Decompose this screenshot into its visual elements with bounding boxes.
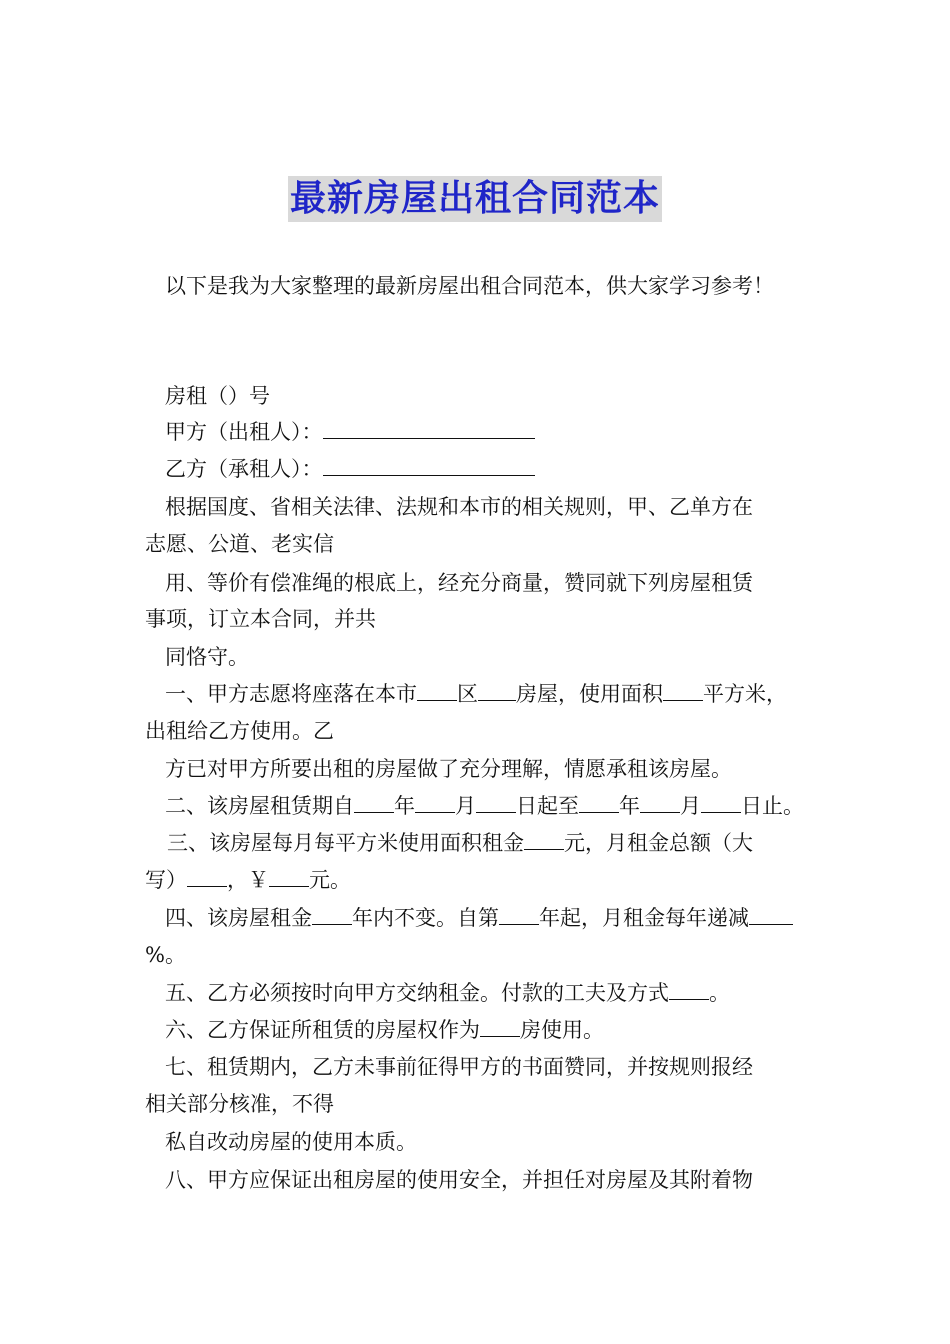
clause-3-line xyxy=(167,829,753,857)
paragraph-line: 相关部分核准，不得 xyxy=(145,1092,334,1116)
house-blank xyxy=(478,680,516,701)
clause-1-line xyxy=(165,680,787,708)
text-segment: 六、乙方保证所租赁的房屋权作为 xyxy=(165,1018,480,1042)
text-segment: 。 xyxy=(709,981,730,1005)
rent-capital-blank xyxy=(187,866,227,887)
years-unchanged-blank xyxy=(312,904,352,925)
paragraph-line: 八、甲方应保证出租房屋的使用安全，并担任对房屋及其附着物 xyxy=(165,1168,753,1192)
text-segment: 房屋，使用面积 xyxy=(516,682,663,706)
area-blank xyxy=(663,680,703,701)
start-month-blank xyxy=(415,792,455,813)
paragraph-line: 出租给乙方使用。乙 xyxy=(145,719,334,743)
usage-blank xyxy=(480,1016,520,1037)
text-segment: 写） xyxy=(145,868,187,892)
text-segment: 房使用。 xyxy=(520,1018,604,1042)
party-a-blank xyxy=(323,418,535,439)
text-segment: 五、乙方必须按时向甲方交纳租金。付款的工夫及方式 xyxy=(165,981,669,1005)
text-segment: 二、该房屋租赁期自 xyxy=(165,794,354,818)
party-b-blank xyxy=(323,455,535,476)
text-segment: 一、甲方志愿将座落在本市 xyxy=(165,682,417,706)
start-day-blank xyxy=(476,792,516,813)
clause-4-line xyxy=(165,904,793,932)
end-year-blank xyxy=(579,792,619,813)
text-segment: 四、该房屋租金 xyxy=(165,906,312,930)
paragraph-line: 同恪守。 xyxy=(165,645,249,669)
end-day-blank xyxy=(701,792,741,813)
paragraph-line: 方已对甲方所要出租的房屋做了充分理解，情愿承租该房屋。 xyxy=(165,757,732,781)
paragraph-line: 私自改动房屋的使用本质。 xyxy=(165,1130,417,1154)
contract-number-line: 房租（）号 xyxy=(165,384,270,408)
party-b-line xyxy=(165,455,535,483)
paragraph-line: 用、等价有偿准绳的根底上，经充分商量，赞同就下列房屋租赁 xyxy=(165,571,753,595)
text-segment: 日止。 xyxy=(741,794,804,818)
paragraph-line: 七、租赁期内，乙方未事前征得甲方的书面赞同，并按规则报经 xyxy=(165,1055,753,1079)
text-segment: 年起，月租金每年递减 xyxy=(539,906,749,930)
text-segment: 区 xyxy=(457,682,478,706)
rent-per-sqm-blank xyxy=(524,829,564,850)
clause-3-cont-line xyxy=(145,866,351,894)
district-blank xyxy=(417,680,457,701)
text-segment: 年 xyxy=(394,794,415,818)
clause-6-line xyxy=(165,1016,604,1044)
paragraph-line: 根据国度、省相关法律、法规和本市的相关规则，甲、乙单方在 xyxy=(165,495,753,519)
payment-method-blank xyxy=(669,979,709,1000)
intro-text: 以下是我为大家整理的最新房屋出租合同范本，供大家学习参考！ xyxy=(165,274,774,298)
text-segment: 三、该房屋每月每平方米使用面积租金 xyxy=(167,831,524,855)
text-segment: 年 xyxy=(619,794,640,818)
title-container xyxy=(0,176,950,222)
decrease-rate-blank xyxy=(749,904,793,925)
paragraph-line: 事项，订立本合同，并共 xyxy=(145,607,376,631)
start-year-blank xyxy=(354,792,394,813)
text-segment: 平方米， xyxy=(703,682,787,706)
text-segment: 月 xyxy=(680,794,701,818)
party-a-label: 甲方（出租人）： xyxy=(165,420,323,444)
party-b-label: 乙方（承租人）： xyxy=(165,457,323,481)
text-segment: 元，月租金总额（大 xyxy=(564,831,753,855)
paragraph-line: 志愿、公道、老实信 xyxy=(145,532,334,556)
document-title: 最新房屋出租合同范本 xyxy=(288,176,662,222)
text-segment: 月 xyxy=(455,794,476,818)
start-year-blank xyxy=(499,904,539,925)
text-segment: ，￥ xyxy=(227,868,269,892)
clause-2-line xyxy=(165,792,804,820)
party-a-line xyxy=(165,418,535,446)
clause-5-line xyxy=(165,979,730,1007)
text-segment: 年内不变。自第 xyxy=(352,906,499,930)
rent-amount-blank xyxy=(269,866,309,887)
end-month-blank xyxy=(640,792,680,813)
text-segment: 元。 xyxy=(309,868,351,892)
paragraph-line: %。 xyxy=(145,943,186,967)
text-segment: 日起至 xyxy=(516,794,579,818)
